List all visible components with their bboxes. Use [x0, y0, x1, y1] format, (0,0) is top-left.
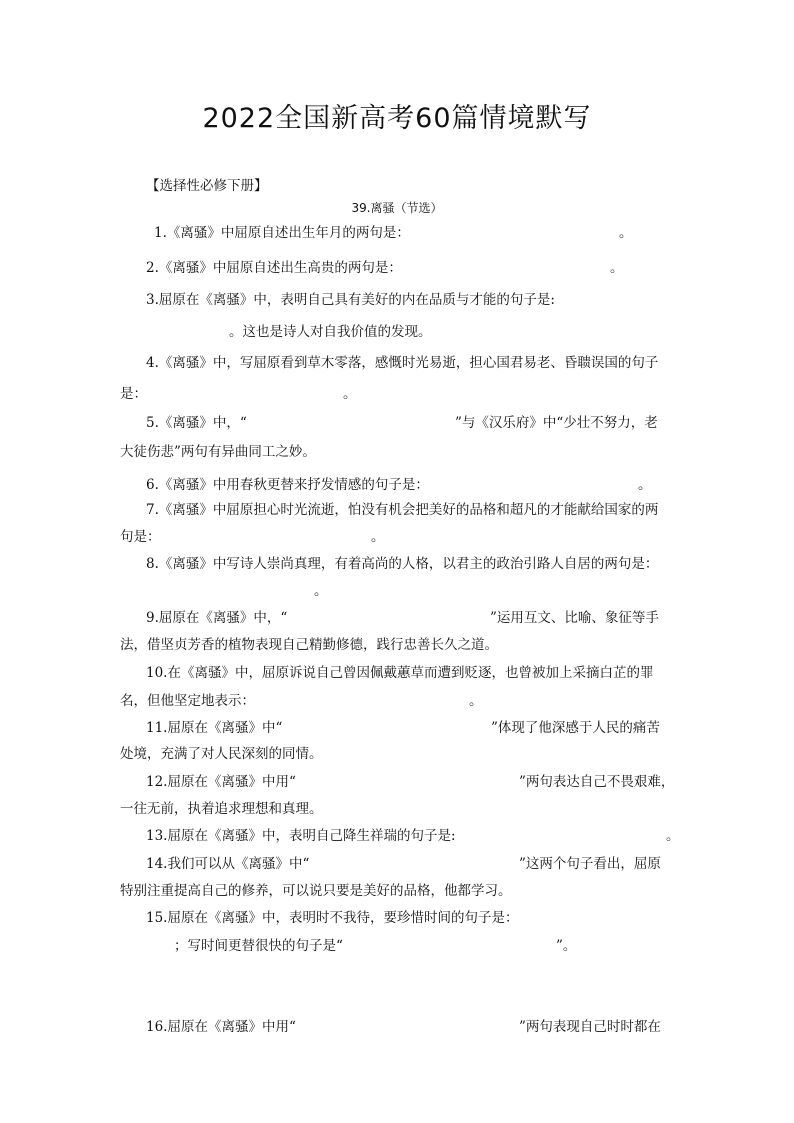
line-tail: 。: [666, 828, 680, 844]
line-tail: 。: [469, 693, 483, 709]
question-line: 是：: [120, 386, 147, 402]
line-tail: 。: [371, 529, 385, 545]
question-line: 12.屈原在《离骚》中用“: [146, 774, 296, 790]
question-line: 11.屈原在《离骚》中“: [146, 720, 283, 736]
question-line: 13.屈原在《离骚》中，表明自己降生祥瑞的句子是:: [146, 828, 456, 844]
question-line: 8.《离骚》中写诗人崇尚真理，有着高尚的人格，以君主的政治引路人自居的两句是：: [146, 556, 659, 572]
question-line: 10.在《离骚》中，屈原诉说自己曾因佩戴蕙草而遭到贬逐，也曾被加上采摘白芷的罪: [146, 665, 654, 681]
question-line: 3.屈原在《离骚》中，表明自己具有美好的内在品质与才能的句子是:: [146, 292, 555, 308]
question-line: 4.《离骚》中，写屈原看到草木零落，感慨时光易逝，担心国君易老、昏聩误国的句子: [146, 355, 659, 371]
question-line: 14.我们可以从《离骚》中“: [146, 856, 310, 872]
question-line: 16.屈原在《离骚》中用“: [146, 1019, 296, 1035]
question-line: 大徒伤悲”两句有异曲同工之妙。: [120, 444, 316, 460]
line-tail: ”。: [556, 938, 577, 954]
line-tail: ”这两个句子看出，屈原: [519, 856, 661, 872]
question-line: 9.屈原在《离骚》中，“: [146, 610, 288, 626]
question-line: 一往无前，执着追求理想和真理。: [120, 801, 323, 817]
question-line: 。这也是诗人对自我价值的发现。: [229, 324, 432, 340]
line-tail: ”与《汉乐府》中“少壮不努力，老: [455, 415, 658, 431]
line-tail: ”体现了他深感于人民的痛苦: [491, 720, 660, 736]
question-line: 句是：: [120, 529, 161, 545]
question-line: 5.《离骚》中，“: [146, 415, 247, 431]
question-line: 法，借坚贞芳香的植物表现自己精勤修德，践行忠善长久之道。: [120, 637, 498, 653]
line-tail: 。: [638, 477, 652, 493]
line-tail: 。: [619, 225, 633, 241]
question-line: 7.《离骚》中屈原担心时光流逝，怕没有机会把美好的品格和超凡的才能献给国家的两: [146, 502, 659, 518]
line-tail: ”运用互文、比喻、象征等手: [490, 610, 659, 626]
question-line: 处境，充满了对人民深刻的同情。: [120, 746, 323, 762]
line-tail: ”两句表达自己不畏艰难，: [519, 774, 675, 790]
question-line: 名，但他坚定地表示：: [120, 693, 255, 709]
question-line: ；写时间更替很快的句子是“: [174, 938, 343, 954]
question-line: 6.《离骚》中用春秋更替来抒发情感的句子是：: [146, 477, 429, 493]
line-tail: 。: [343, 386, 357, 402]
document-title: 2022全国新高考60篇情境默写: [202, 103, 592, 134]
line-tail: ”两句表现自己时时都在: [519, 1019, 661, 1035]
section-heading: 【选择性必修下册】: [146, 178, 268, 194]
poem-subheading: 39.离骚（节选）: [351, 201, 443, 215]
question-line: 特别注重提高自己的修养，可以说只要是美好的品格，他都学习。: [120, 883, 512, 899]
question-line: 15.屈原在《离骚》中，表明时不我待，要珍惜时间的句子是：: [146, 910, 519, 926]
question-line: 。: [314, 583, 328, 599]
line-tail: 。: [610, 260, 624, 276]
question-line: 1.《离骚》中屈原自述出生年月的两句是：: [154, 225, 410, 241]
question-line: 2.《离骚》中屈原自述出生高贵的两句是：: [146, 260, 402, 276]
